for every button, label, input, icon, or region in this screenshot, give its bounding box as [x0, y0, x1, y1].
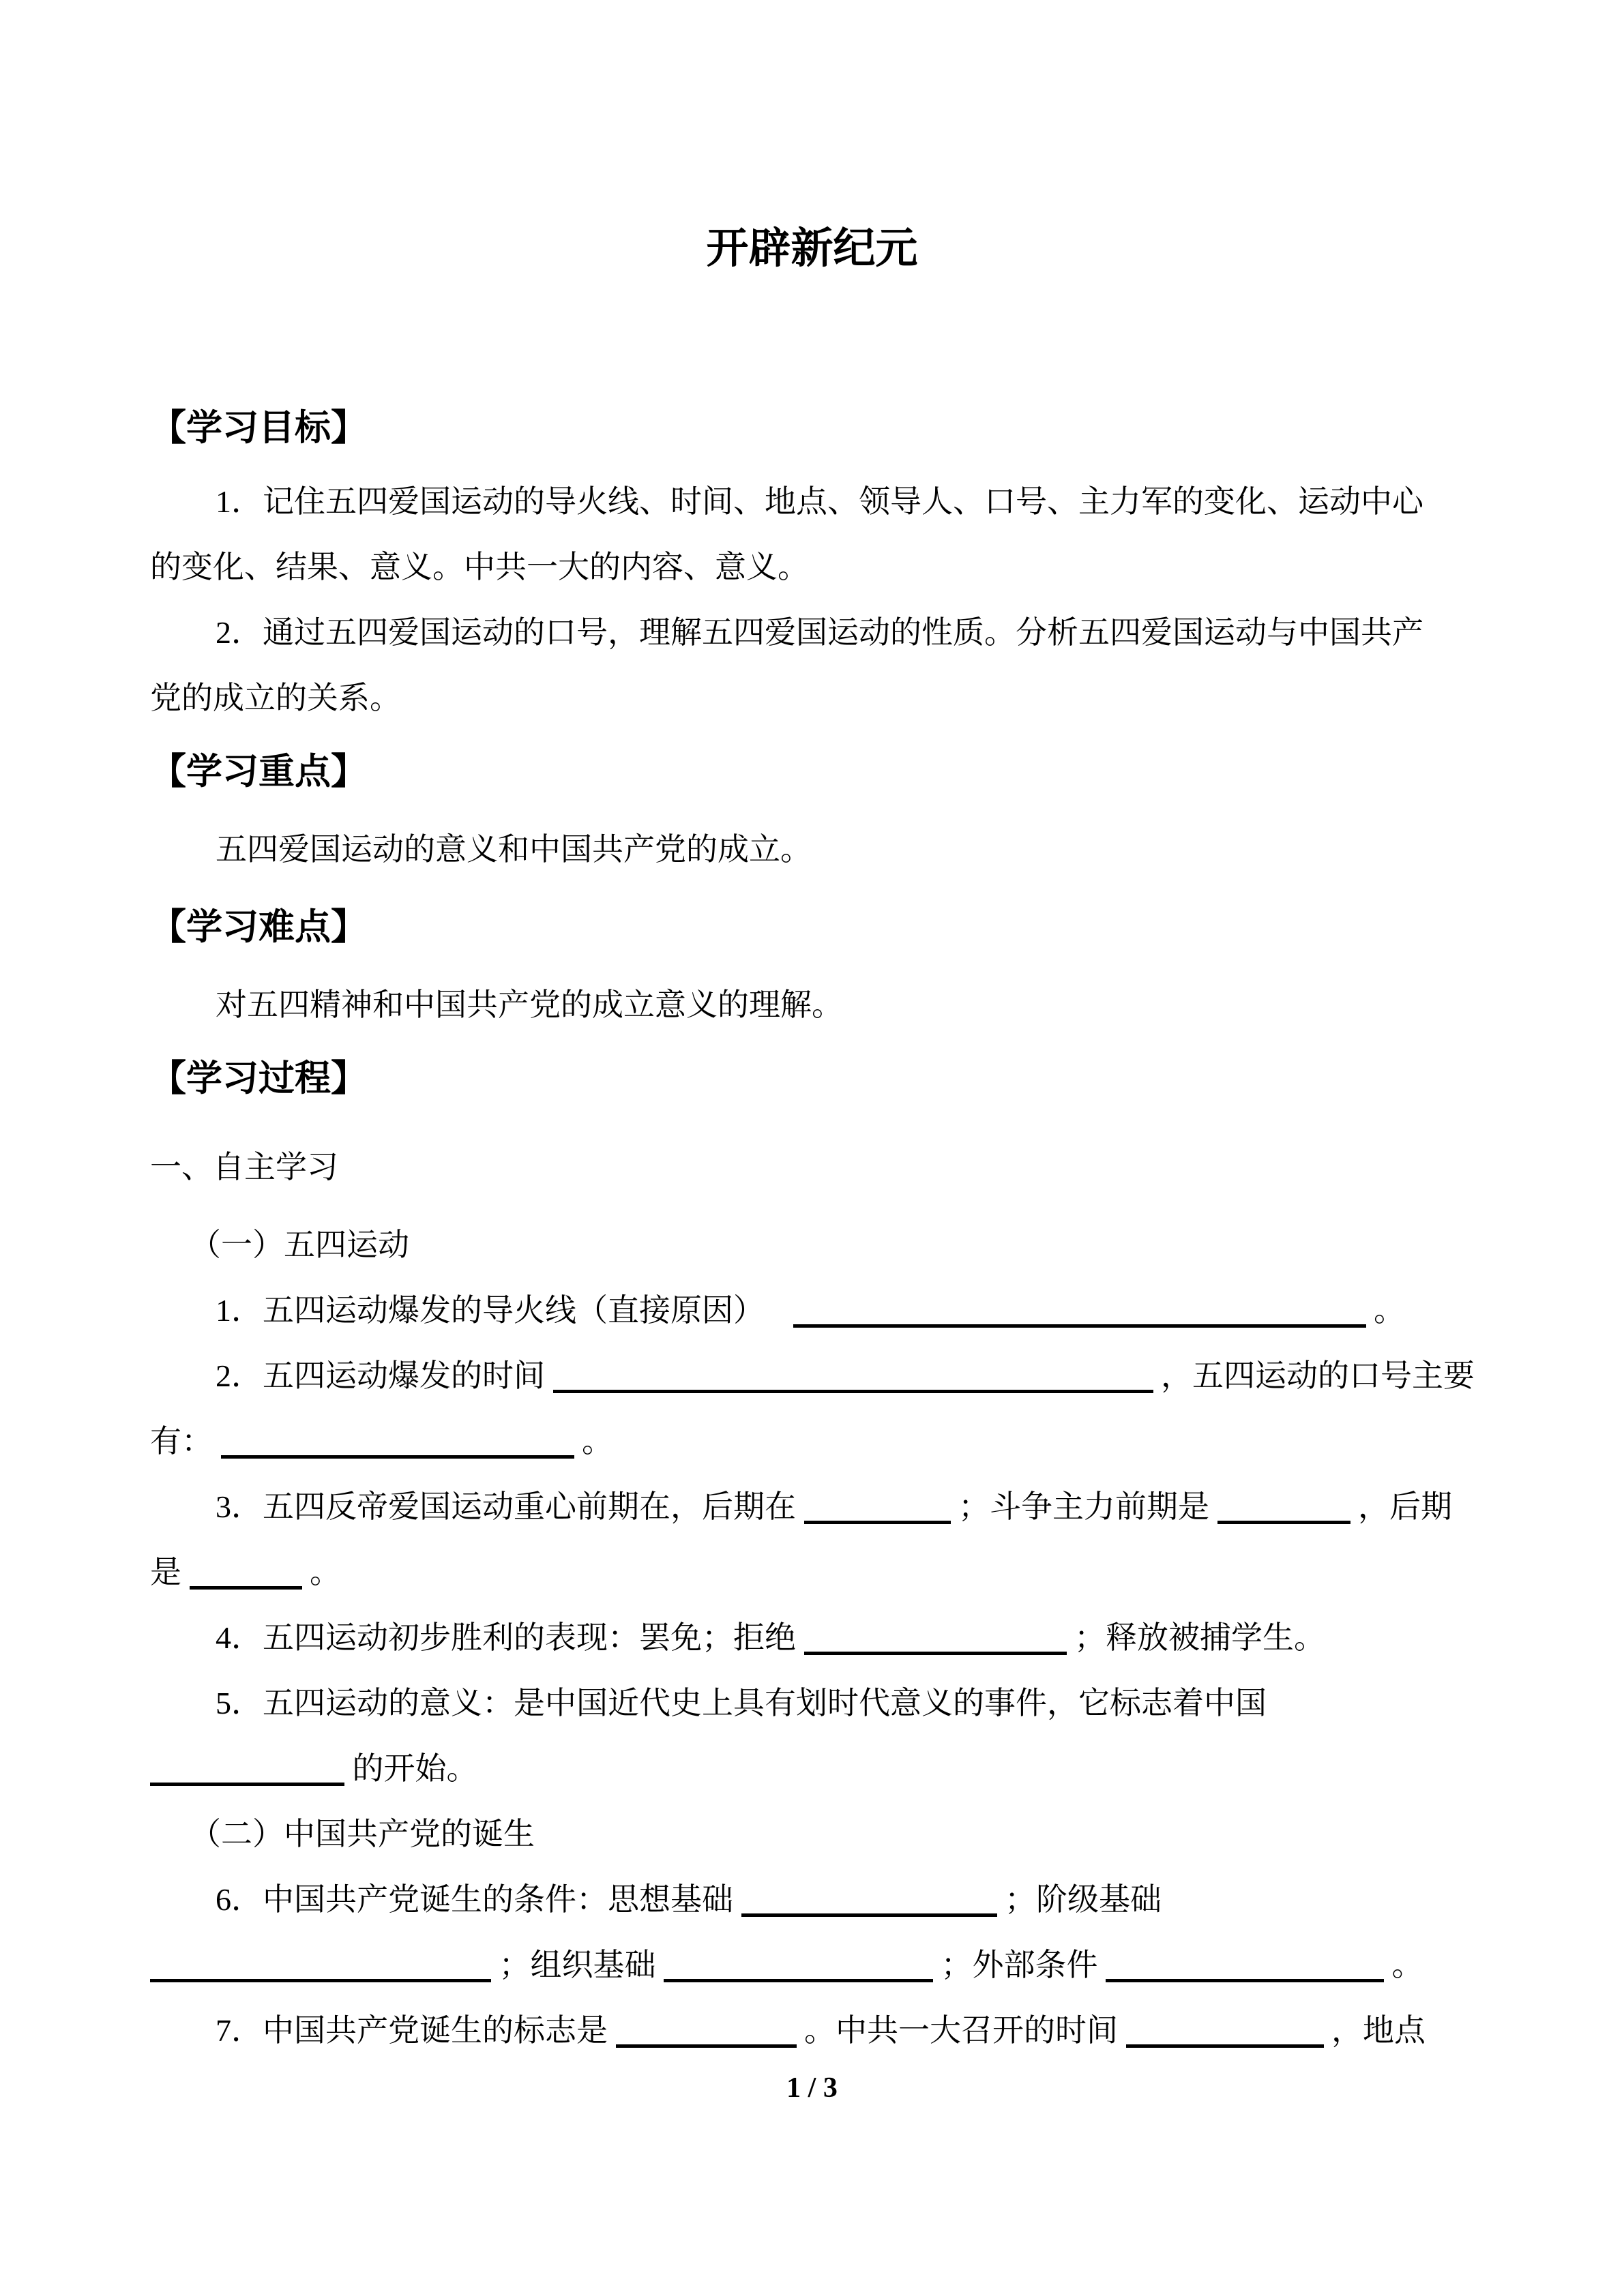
question-3-text: 3．五四反帝爱国运动重心前期在，后期在	[216, 1489, 796, 1524]
question-4	[150, 1605, 1474, 1671]
blank-underline	[1106, 1948, 1384, 1982]
blank-underline	[804, 1620, 1067, 1655]
question-3-continuation	[150, 1540, 1474, 1605]
blank-underline	[221, 1424, 574, 1459]
blank-underline	[553, 1358, 1153, 1393]
question-1	[150, 1278, 1474, 1343]
question-6-continuation	[150, 1933, 1474, 1998]
blank-underline	[1126, 2013, 1324, 2048]
difficulties-text: 对五四精神和中国共产党的成立意义的理解。	[216, 987, 843, 1022]
blank-underline	[150, 1948, 491, 1982]
question-5-tail: 的开始。	[352, 1751, 478, 1786]
page-content	[0, 396, 1624, 2121]
question-4-text: 4．五四运动初步胜利的表现：罢免；拒绝	[216, 1620, 796, 1655]
objectives-line-1: 1．记住五四爱国运动的导火线、时间、地点、领导人、口号、主力军的变化、运动中心	[216, 484, 1423, 519]
part1-heading: （一）五四运动	[190, 1227, 409, 1262]
blank-underline	[150, 1751, 344, 1786]
blank-underline	[664, 1948, 933, 1982]
question-7	[150, 1998, 1474, 2063]
objectives-line-3: 2．通过五四爱国运动的口号，理解五四爱国运动的性质。分析五四爱国运动与中国共产	[216, 615, 1423, 650]
question-3b-text: 是	[150, 1555, 181, 1590]
section-header-key-points: 【学习重点】	[150, 751, 367, 792]
page-number: 1 / 3	[786, 2072, 838, 2104]
question-4-tail: ；释放被捕学生。	[1074, 1620, 1325, 1655]
blank-underline	[804, 1489, 951, 1524]
question-5-continuation	[150, 1736, 1474, 1802]
question-5: 5．五四运动的意义：是中国近代史上具有划时代意义的事件，它标志着中国	[216, 1686, 1267, 1720]
question-3-tail: ，后期	[1358, 1489, 1452, 1524]
question-2-continuation	[150, 1409, 1474, 1474]
question-6-tail: ；阶级基础	[1005, 1882, 1162, 1917]
blank-underline	[793, 1293, 1366, 1328]
objectives-line-4: 党的成立的关系。	[150, 681, 401, 715]
question-2	[150, 1343, 1474, 1409]
question-3-mid: ；斗争主力前期是	[958, 1489, 1209, 1524]
question-1-period: 。	[1374, 1293, 1405, 1328]
section-header-objectives: 【学习目标】	[150, 408, 367, 448]
question-1-text: 1．五四运动爆发的导火线（直接原因）	[216, 1293, 765, 1328]
question-2-text: 2．五四运动爆发的时间	[216, 1358, 545, 1393]
question-3b-period: 。	[310, 1555, 341, 1590]
document-title: 开辟新纪元	[706, 226, 918, 272]
question-7-mid: 。中共一大召开的时间	[804, 2013, 1118, 2048]
question-2b-text: 有：	[150, 1424, 213, 1459]
blank-underline	[616, 2013, 797, 2048]
question-2-tail: ，五四运动的口号主要	[1161, 1358, 1475, 1393]
objectives-line-2: 的变化、结果、意义。中共一大的内容、意义。	[150, 550, 809, 584]
question-7-tail: ，地点	[1331, 2013, 1426, 2048]
question-6-text: 6．中国共产党诞生的条件：思想基础	[216, 1882, 733, 1917]
part2-heading: （二）中国共产党的诞生	[190, 1817, 535, 1851]
blank-underline	[741, 1882, 997, 1917]
blank-underline	[1217, 1489, 1350, 1524]
question-7-text: 7．中国共产党诞生的标志是	[216, 2013, 608, 2048]
blank-underline	[190, 1555, 302, 1590]
question-6b-mid1: ；组织基础	[499, 1948, 656, 1982]
question-6b-mid2: ；外部条件	[941, 1948, 1098, 1982]
section-header-process: 【学习过程】	[150, 1058, 367, 1099]
self-study-heading: 一、自主学习	[150, 1150, 338, 1184]
question-3	[150, 1474, 1474, 1540]
question-2b-period: 。	[582, 1424, 613, 1459]
key-points-text: 五四爱国运动的意义和中国共产党的成立。	[216, 832, 812, 867]
section-header-difficulties: 【学习难点】	[150, 907, 367, 947]
question-6b-period: 。	[1391, 1948, 1423, 1982]
question-6	[150, 1867, 1474, 1933]
